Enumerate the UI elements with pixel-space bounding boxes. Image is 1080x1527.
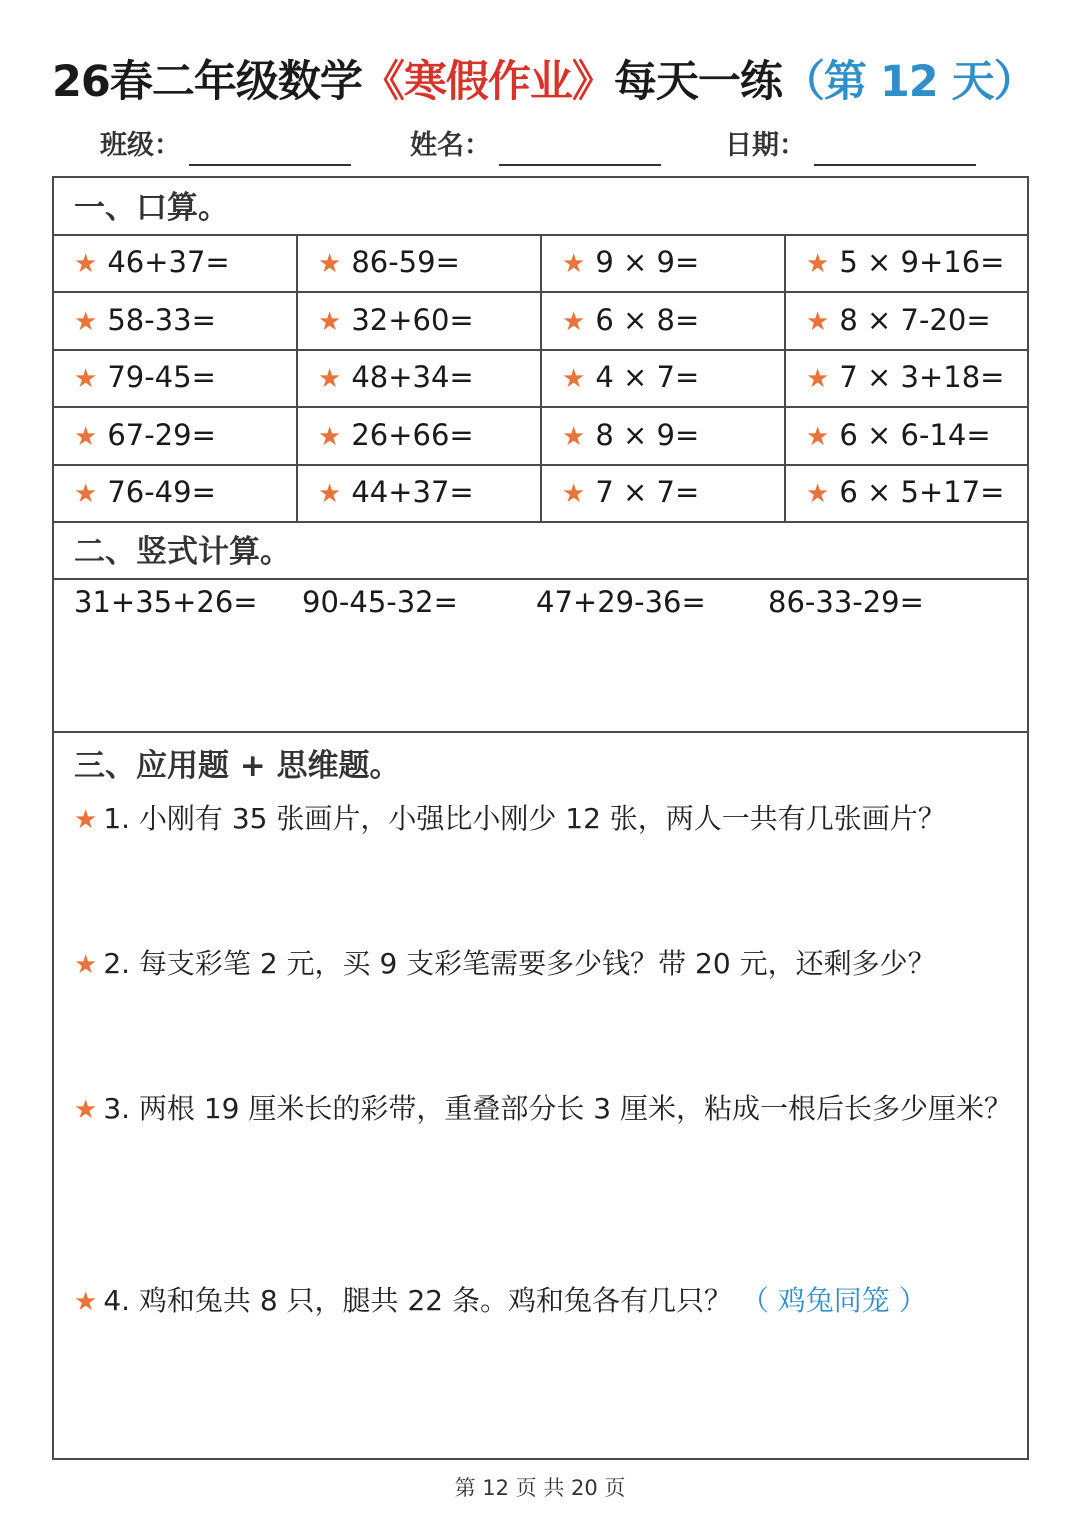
oral-calc-cell xyxy=(542,464,786,521)
star-icon: ★ xyxy=(806,364,830,394)
word-problem xyxy=(74,1278,1014,1325)
star-icon: ★ xyxy=(562,364,586,394)
date-blank[interactable] xyxy=(814,132,976,166)
star-icon: ★ xyxy=(318,306,342,337)
oral-calc-cell xyxy=(542,349,786,406)
oral-calc-expression: 79-45= xyxy=(107,360,216,394)
vertical-calc-item: 86-33-29= xyxy=(768,585,924,619)
oral-calc-expression: 7 × 3+18= xyxy=(839,360,1005,394)
oral-calc-expression: 8 × 7-20= xyxy=(839,302,991,337)
star-icon: ★ xyxy=(74,479,98,509)
oral-calc-expression: 46+37= xyxy=(107,245,230,279)
star-icon: ★ xyxy=(318,421,342,452)
oral-calc-cell xyxy=(542,234,786,291)
divider xyxy=(54,731,1027,733)
page-number: 第 12 页 共 20 页 xyxy=(454,1476,626,1500)
oral-calc-cell xyxy=(298,464,542,521)
oral-calc-cell xyxy=(298,407,542,464)
star-icon: ★ xyxy=(806,421,830,452)
oral-calc-expression: 58-33= xyxy=(107,302,216,337)
section3-heading: 三、应用题 + 思维题。 xyxy=(74,748,401,784)
oral-calc-expression: 6 × 5+17= xyxy=(839,475,1005,509)
oral-calc-cell xyxy=(786,234,1030,291)
date-label: 日期： xyxy=(725,130,806,161)
star-icon: ★ xyxy=(74,249,98,279)
worksheet-frame xyxy=(52,176,1029,1460)
oral-calc-cell xyxy=(786,464,1030,521)
problem-text: 3. 两根 19 厘米长的彩带，重叠部分长 3 厘米，粘成一根后长多少厘米？ xyxy=(103,1092,1012,1125)
word-problem xyxy=(74,941,1014,988)
vertical-calc-item: 47+29-36= xyxy=(536,585,706,619)
star-icon: ★ xyxy=(74,306,98,337)
class-field xyxy=(100,126,351,166)
oral-calc-cell xyxy=(54,464,298,521)
vertical-calc-item: 90-45-32= xyxy=(302,585,458,619)
name-label: 姓名： xyxy=(410,130,491,161)
vertical-calc-row xyxy=(54,582,1027,622)
star-icon: ★ xyxy=(562,249,586,279)
oral-calc-expression: 7 × 7= xyxy=(595,475,700,509)
oral-calc-expression: 4 × 7= xyxy=(595,360,700,394)
star-icon: ★ xyxy=(806,479,830,509)
problem-text: 2. 每支彩笔 2 元，买 9 支彩笔需要多少钱？带 20 元，还剩多少？ xyxy=(103,947,936,980)
name-blank[interactable] xyxy=(499,132,661,166)
star-icon: ★ xyxy=(562,421,586,452)
title-suffix: 每天一练 xyxy=(613,57,782,107)
word-problem xyxy=(74,796,1014,843)
oral-calc-cell xyxy=(786,407,1030,464)
oral-calc-expression: 9 × 9= xyxy=(595,245,700,279)
page-title xyxy=(52,52,1042,112)
class-label: 班级： xyxy=(100,130,181,161)
oral-calc-grid xyxy=(54,234,1027,522)
oral-calc-expression: 44+37= xyxy=(351,475,474,509)
oral-calc-expression: 48+34= xyxy=(351,360,474,394)
star-icon: ★ xyxy=(562,306,586,337)
star-icon: ★ xyxy=(806,249,830,279)
problem-text: 4. 鸡和兔共 8 只，腿共 22 条。鸡和兔各有几只？ xyxy=(103,1284,732,1317)
oral-calc-expression: 86-59= xyxy=(351,245,460,279)
star-icon: ★ xyxy=(74,1287,98,1317)
star-icon: ★ xyxy=(318,479,342,509)
oral-calc-cell xyxy=(54,234,298,291)
word-problem xyxy=(74,1086,1014,1133)
section2-heading: 二、竖式计算。 xyxy=(74,534,291,570)
problem-hint: （ 鸡兔同笼 ） xyxy=(740,1284,927,1317)
oral-calc-expression: 32+60= xyxy=(351,302,474,337)
oral-calc-expression: 6 × 8= xyxy=(595,302,700,337)
title-prefix: 26春二年级数学 xyxy=(52,57,362,107)
oral-calc-cell xyxy=(54,292,298,349)
date-field xyxy=(725,126,976,166)
class-blank[interactable] xyxy=(189,132,351,166)
oral-calc-expression: 67-29= xyxy=(107,417,216,452)
star-icon: ★ xyxy=(806,306,830,337)
oral-calc-cell xyxy=(54,349,298,406)
oral-calc-cell xyxy=(298,234,542,291)
day-label: （第 12 天） xyxy=(781,57,1036,107)
divider xyxy=(54,578,1027,580)
star-icon: ★ xyxy=(318,364,342,394)
oral-calc-cell xyxy=(542,407,786,464)
title-highlight: 《寒假作业》 xyxy=(361,57,614,107)
oral-calc-expression: 26+66= xyxy=(351,417,474,452)
oral-calc-cell xyxy=(54,407,298,464)
problem-text: 1. 小刚有 35 张画片，小强比小刚少 12 张，两人一共有几张画片？ xyxy=(103,802,946,835)
star-icon: ★ xyxy=(74,1095,98,1125)
oral-calc-expression: 6 × 6-14= xyxy=(839,417,991,452)
section1-heading: 一、口算。 xyxy=(74,190,229,226)
star-icon: ★ xyxy=(74,805,98,835)
oral-calc-cell xyxy=(786,349,1030,406)
star-icon: ★ xyxy=(318,249,342,279)
oral-calc-cell xyxy=(542,292,786,349)
oral-calc-expression: 8 × 9= xyxy=(595,417,700,452)
oral-calc-expression: 76-49= xyxy=(107,475,216,509)
star-icon: ★ xyxy=(562,479,586,509)
oral-calc-cell xyxy=(298,349,542,406)
name-field xyxy=(410,126,661,166)
oral-calc-cell xyxy=(298,292,542,349)
oral-calc-expression: 5 × 9+16= xyxy=(839,245,1005,279)
star-icon: ★ xyxy=(74,421,98,452)
star-icon: ★ xyxy=(74,950,98,980)
vertical-calc-item: 31+35+26= xyxy=(74,585,258,619)
star-icon: ★ xyxy=(74,364,98,394)
oral-calc-cell xyxy=(786,292,1030,349)
